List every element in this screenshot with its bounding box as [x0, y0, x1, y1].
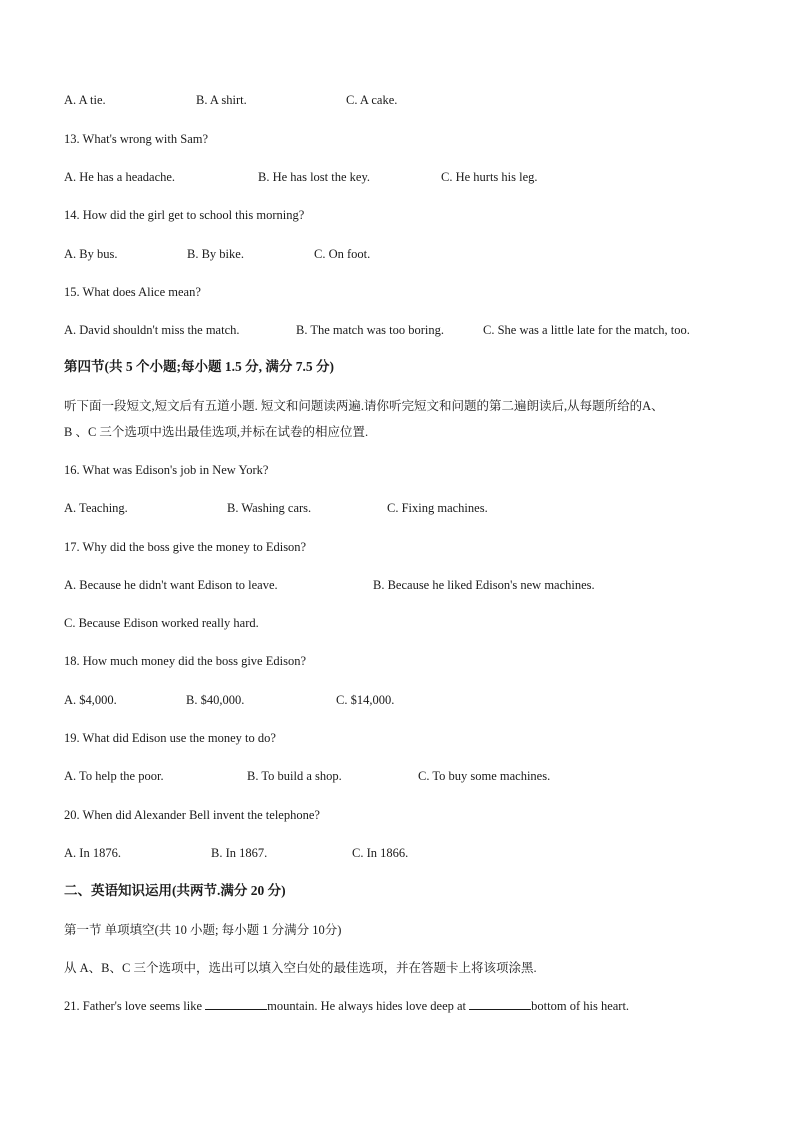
q19-option-b: B. To build a shop.: [247, 769, 342, 783]
section4-instructions-line1: 听下面一段短文,短文后有五道小题. 短文和问题读两遍.请你听完短文和问题的第二遍朗读后,从每题所给的A、: [64, 399, 664, 413]
q17-option-b: B. Because he liked Edison's new machines.: [373, 578, 595, 592]
q14-stem: 14. How did the girl get to school this morning?: [64, 208, 305, 222]
q15-option-a: A. David shouldn't miss the match.: [64, 323, 240, 337]
q18-stem: 18. How much money did the boss give Edison?: [64, 654, 306, 668]
q15-option-c: C. She was a little late for the match, too.: [483, 323, 690, 337]
q12-option-a: A. A tie.: [64, 93, 106, 107]
q20-option-a: A. In 1876.: [64, 846, 121, 860]
q19-option-a: A. To help the poor.: [64, 769, 164, 783]
q13-stem: 13. What's wrong with Sam?: [64, 132, 209, 146]
q18-option-c: C. $14,000.: [336, 693, 395, 707]
q16-option-b: B. Washing cars.: [227, 501, 312, 515]
q21-text-part1: 21. Father's love seems like: [64, 999, 206, 1013]
q16-option-c: C. Fixing machines.: [387, 501, 488, 515]
q20-option-c: C. In 1866.: [352, 846, 409, 860]
q12-option-c: C. A cake.: [346, 93, 398, 107]
part2-instructions: 从 A、B、C 三个选项中，选出可以填入空白处的最佳选项，并在答题卡上将该项涂黑.: [64, 961, 537, 975]
q21-blank-1: [205, 998, 267, 1010]
q13-option-c: C. He hurts his leg.: [441, 170, 538, 184]
q15-option-b: B. The match was too boring.: [296, 323, 445, 337]
q14-option-a: A. By bus.: [64, 247, 118, 261]
q14-option-b: B. By bike.: [187, 247, 244, 261]
section4-instructions-line2: B 、C 三个选项中选出最佳选项,并标在试卷的相应位置.: [64, 425, 369, 439]
part2-section1-title: 第一节 单项填空(共 10 小题; 每小题 1 分满分 10分): [64, 923, 342, 937]
q17-option-c: C. Because Edison worked really hard.: [64, 616, 259, 630]
q21-blank-2: [469, 998, 531, 1010]
q13-option-b: B. He has lost the key.: [258, 170, 371, 184]
q19-option-c: C. To buy some machines.: [418, 769, 551, 783]
section4-heading: 第四节(共 5 个小题;每小题 1.5 分, 满分 7.5 分): [64, 359, 334, 374]
q16-option-a: A. Teaching.: [64, 501, 128, 515]
q21-text-part3: bottom of his heart.: [531, 999, 630, 1013]
q17-option-a: A. Because he didn't want Edison to leave.: [64, 578, 278, 592]
q20-option-b: B. In 1867.: [211, 846, 268, 860]
q18-option-b: B. $40,000.: [186, 693, 245, 707]
q17-stem: 17. Why did the boss give the money to Edison?: [64, 540, 307, 554]
part2-heading: 二、英语知识运用(共两节.满分 20 分): [64, 883, 286, 898]
q15-stem: 15. What does Alice mean?: [64, 285, 201, 299]
q19-stem: 19. What did Edison use the money to do?: [64, 731, 276, 745]
q12-option-b: B. A shirt.: [196, 93, 247, 107]
q18-option-a: A. $4,000.: [64, 693, 117, 707]
q21-stem: [64, 998, 629, 1014]
q21-text-part2: mountain. He always hides love deep at: [267, 999, 470, 1013]
q16-stem: 16. What was Edison's job in New York?: [64, 463, 269, 477]
q14-option-c: C. On foot.: [314, 247, 371, 261]
q13-option-a: A. He has a headache.: [64, 170, 176, 184]
q20-stem: 20. When did Alexander Bell invent the telephone?: [64, 808, 320, 822]
